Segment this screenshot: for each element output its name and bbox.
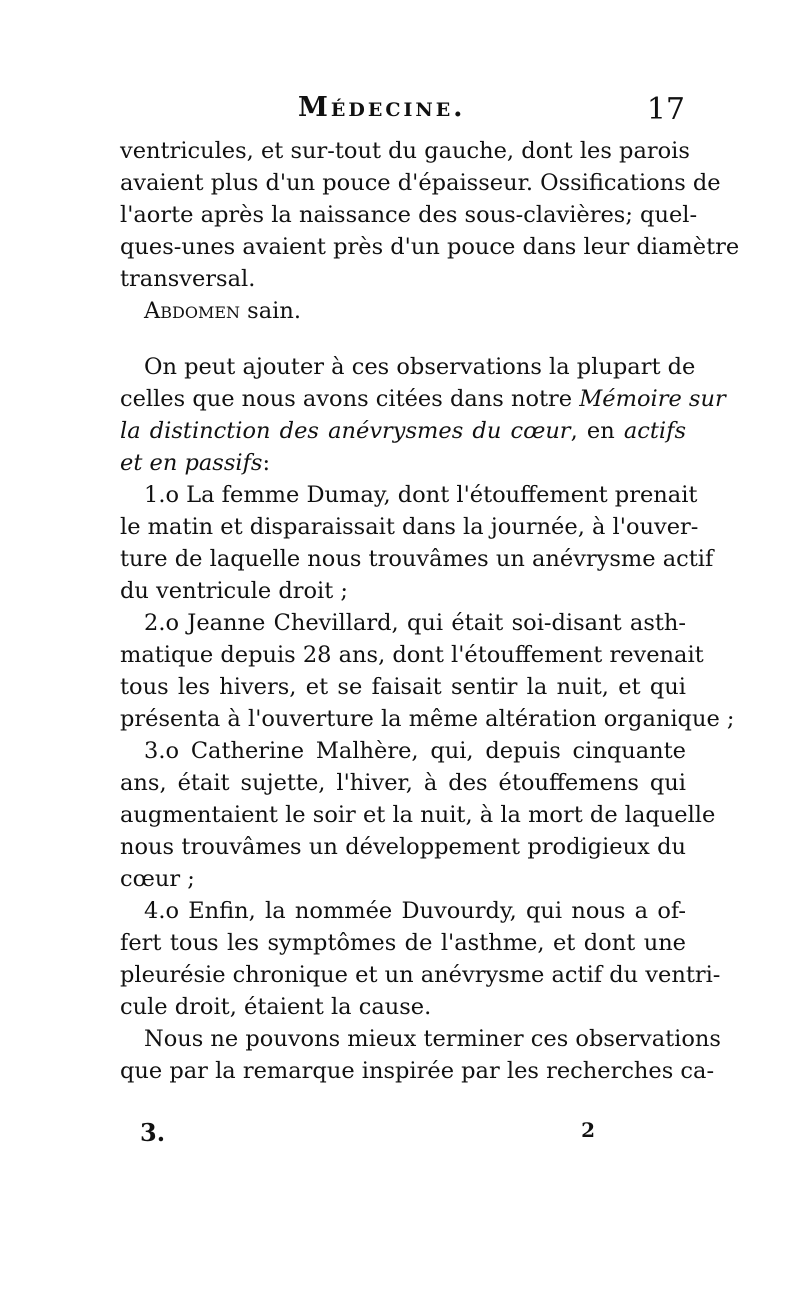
italic-span: actifs: [623, 418, 686, 444]
text-line: pleurésie chronique et un anévrysme actif du ventri-: [120, 962, 721, 988]
text-line: que par la remarque inspirée par les recherches ca-: [120, 1058, 715, 1084]
paragraph-gap: [120, 327, 686, 351]
text-line: [120, 383, 726, 415]
page-number: 17: [646, 92, 685, 127]
text-line: présenta à l'ouverture la même altération organique ;: [120, 706, 735, 732]
text-line: le matin et disparaissait dans la journée, à l'ouver-: [120, 514, 699, 540]
text-span: , en: [570, 418, 624, 444]
text-line: tous les hivers, et se faisait sentir la nuit, et qui: [120, 674, 686, 700]
text-line: transversal.: [120, 266, 256, 292]
text-line: matique depuis 28 ans, dont l'étouffement revenait: [120, 642, 704, 668]
text-line: On peut ajouter à ces observations la plupart de: [144, 354, 696, 380]
body-text: [120, 135, 740, 1087]
running-title: Médecine.: [298, 92, 466, 123]
text-line: 3.o Catherine Malhère, qui, depuis cinquante: [144, 738, 686, 764]
text-span: :: [262, 450, 271, 476]
italic-span: la distinction des anévrysmes du cœur: [120, 418, 571, 444]
text-line: cœur ;: [120, 866, 195, 892]
text-line: ture de laquelle nous trouvâmes un anévrysme actif: [120, 546, 714, 572]
text-line: 4.o Enfin, la nommée Duvourdy, qui nous a of-: [144, 898, 686, 924]
text-line: [120, 447, 686, 479]
text-line: fert tous les symptômes de l'asthme, et dont une: [120, 930, 686, 956]
text-line: nous trouvâmes un développement prodigieux du: [120, 834, 686, 860]
italic-span: Mémoire sur: [579, 386, 726, 412]
text-line: ques-unes avaient près d'un pouce dans leur diamètre: [120, 234, 740, 260]
page-footer: [140, 1118, 595, 1158]
text-line: ans, était sujette, l'hiver, à des étouffemens qui: [120, 770, 686, 796]
signature-mark: 3.: [140, 1118, 166, 1147]
italic-span: et en passifs: [120, 450, 263, 476]
text-line: l'aorte après la naissance des sous-clavières; quel-: [120, 202, 698, 228]
text-line: avaient plus d'un pouce d'épaisseur. Ossifications de: [120, 170, 721, 196]
abdomen-line: [120, 295, 686, 327]
text-line: Nous ne pouvons mieux terminer ces observations: [144, 1026, 721, 1052]
signature-mark: 2: [581, 1118, 595, 1142]
abdomen-text: sain.: [240, 298, 301, 324]
text-span: celles que nous avons citées dans notre: [120, 386, 580, 412]
abdomen-label: Abdomen: [144, 298, 241, 324]
text-line: ventricules, et sur-tout du gauche, dont les parois: [120, 138, 690, 164]
text-line: cule droit, étaient la cause.: [120, 994, 432, 1020]
text-line: 2.o Jeanne Chevillard, qui était soi-disant asth-: [144, 610, 686, 636]
page-header: [120, 92, 685, 132]
text-line: 1.o La femme Dumay, dont l'étouffement prenait: [144, 482, 698, 508]
text-line: augmentaient le soir et la nuit, à la mort de laquelle: [120, 802, 716, 828]
text-line: du ventricule droit ;: [120, 578, 348, 604]
text-line: [120, 415, 686, 447]
